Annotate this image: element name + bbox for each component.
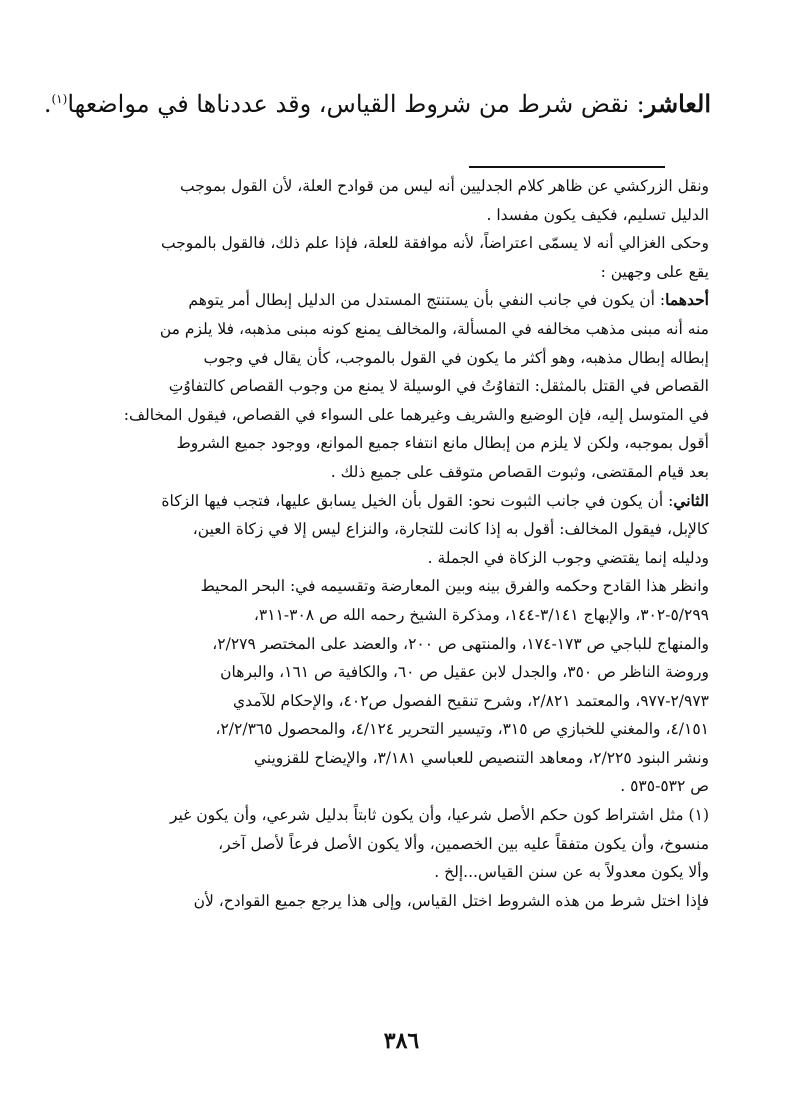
footnote-line xyxy=(75,201,709,230)
footnote-text: كالإبل، فيقول المخالف: أقول به إذا كانت للتجارة، والنزاع ليس إلا في زكاة العين، xyxy=(192,520,709,539)
footnote-text: بعد قيام المقتضى، وثبوت القصاص متوقف على جميع ذلك . xyxy=(330,462,709,481)
footnote-line xyxy=(75,801,709,830)
footnote-text: أقول بموجبه، ولكن لا يلزم من إبطال مانع انتفاء جميع الموانع، ووجود جميع الشروط xyxy=(176,434,709,453)
footnote-reference: (١) xyxy=(51,92,68,106)
footnote-line xyxy=(75,458,709,487)
footnote-number: (١) xyxy=(688,806,709,825)
main-text-lead: العاشر xyxy=(644,89,711,118)
footnote-heading: أحدهما xyxy=(665,290,709,310)
footnote-line xyxy=(75,172,709,201)
footnote-text: ٢/٩٧٣-٩٧٧، والمعتمد ٢/٨٢١، وشرح تنقيح الفصول ص٤٠٢، والإحكام للآمدي xyxy=(233,691,709,710)
footnote-text: إبطاله إبطال مذهبه، وهو أكثر ما يكون في القول بالموجب، كأن يقال في وجوب xyxy=(203,348,709,367)
footnote-line xyxy=(75,258,709,287)
footnote-text: وألا يكون معدولاً به عن سنن القياس...إلخ . xyxy=(434,863,709,882)
footnote-divider xyxy=(469,166,665,168)
footnote-text: منه أنه مبنى مذهب مخالفه في المسألة، والمخالف يمنع كونه مبنى مذهبه، فلا يلزم من xyxy=(159,319,709,338)
footnote-line xyxy=(75,372,709,401)
footnote-line xyxy=(75,572,709,601)
footnote-text: فإذا اختل شرط من هذه الشروط اختل القياس، وإلى هذا يرجع جميع القوادح، لأن xyxy=(193,891,709,910)
footnote-line xyxy=(75,601,709,630)
footnote-text: وروضة الناظر ص ٣٥٠، والجدل لابن عقيل ص ٦٠، والكافية ص ١٦١، والبرهان xyxy=(220,663,709,682)
footnote-line xyxy=(75,487,709,516)
footnote-heading: الثاني xyxy=(673,490,709,510)
footnote-text: ودليله إنما يقتضي وجوب الزكاة في الجملة . xyxy=(427,548,709,567)
footnote-line xyxy=(75,315,709,344)
footnote-text: منسوخ، وأن يكون متفقاً عليه بين الخصمين، وألا يكون الأصل فرعاً لأصل آخر، xyxy=(218,834,709,853)
footnote-text: يقع على وجهين : xyxy=(600,262,709,281)
footnote-line xyxy=(75,515,709,544)
footnote-text: في المتوسل إليه، فإن الوضيع والشريف وغيرهما على السواء في القصاص، فيقول المخالف: xyxy=(123,405,709,424)
footnote-line xyxy=(75,687,709,716)
footnote-text: القصاص في القتل بالمثقل: التفاوُتُ في الوسيلة لا يمنع من وجوب القصاص كالتفاوُتِ xyxy=(168,377,709,396)
footnote-text: ٤/١٥١، والمغني للخبازي ص ٣١٥، وتيسير التحرير ٤/١٢٤، والمحصول ٢/٢/٣٦٥، xyxy=(215,720,709,739)
footnote-text: : أن يكون في جانب النفي بأن يستنتج المستدل من الدليل إبطال أمر يتوهم xyxy=(188,291,666,310)
page-number: ٣٨٦ xyxy=(383,1028,420,1054)
footnote-line xyxy=(75,401,709,430)
main-text-line xyxy=(43,84,711,124)
footnote-line xyxy=(75,658,709,687)
footnote-text: وحكى الغزالي أنه لا يسمّى اعتراضاً، لأنه موافقة للعلة، فإذا علم ذلك، فالقول بالموجب xyxy=(160,234,709,253)
footnote-text: ونقل الزركشي عن ظاهر كلام الجدليين أنه ليس من قوادح العلة، لأن القول بموجب xyxy=(180,177,709,195)
footnote-text: ٥/٢٩٩-٣٠٢، والإبهاج ٣/١٤١-١٤٤، ومذكرة الشيخ رحمه الله ص ٣٠٨-٣١١، xyxy=(253,605,709,624)
footnote-text: والمنهاج للباجي ص ١٧٣-١٧٤، والمنتهى ص ٢٠٠، والعضد على المختصر ٢/٢٧٩، xyxy=(212,634,709,653)
main-text-body: : نقض شرط من شروط القياس، وقد عددناها في مواضعها xyxy=(67,90,645,118)
footnotes-block xyxy=(75,172,709,915)
footnote-line xyxy=(75,772,709,801)
footnote-text: ص ٥٣٢-٥٣٥ . xyxy=(620,777,709,796)
footnote-line xyxy=(75,544,709,573)
footnote-text: : أن يكون في جانب الثبوت نحو: القول بأن الخيل يسابق عليها، فتجب فيها الزكاة xyxy=(161,491,674,510)
footnote-line xyxy=(75,715,709,744)
footnote-line xyxy=(75,286,709,315)
footnote-text: مثل اشتراط كون حكم الأصل شرعيا، وأن يكون ثابتاً بدليل شرعي، وأن يكون غير xyxy=(169,806,689,825)
footnote-text: ونشر البنود ٢/٢٢٥، ومعاهد التنصيص للعباسي ٣/١٨١، والإيضاح للقزويني xyxy=(253,748,709,767)
footnote-text: وانظر هذا القادح وحكمه والفرق بينه وبين المعارضة وتقسيمه في: البحر المحيط xyxy=(200,577,709,596)
footnote-line xyxy=(75,858,709,887)
footnote-line xyxy=(75,229,709,258)
footnote-line xyxy=(75,344,709,373)
footnote-line xyxy=(75,830,709,859)
footnote-text: الدليل تسليم، فكيف يكون مفسدا . xyxy=(486,205,709,224)
footnote-line xyxy=(75,630,709,659)
footnote-line xyxy=(75,429,709,458)
footnote-line xyxy=(75,887,709,916)
main-text-end: . xyxy=(43,90,52,118)
footnote-line xyxy=(75,744,709,773)
